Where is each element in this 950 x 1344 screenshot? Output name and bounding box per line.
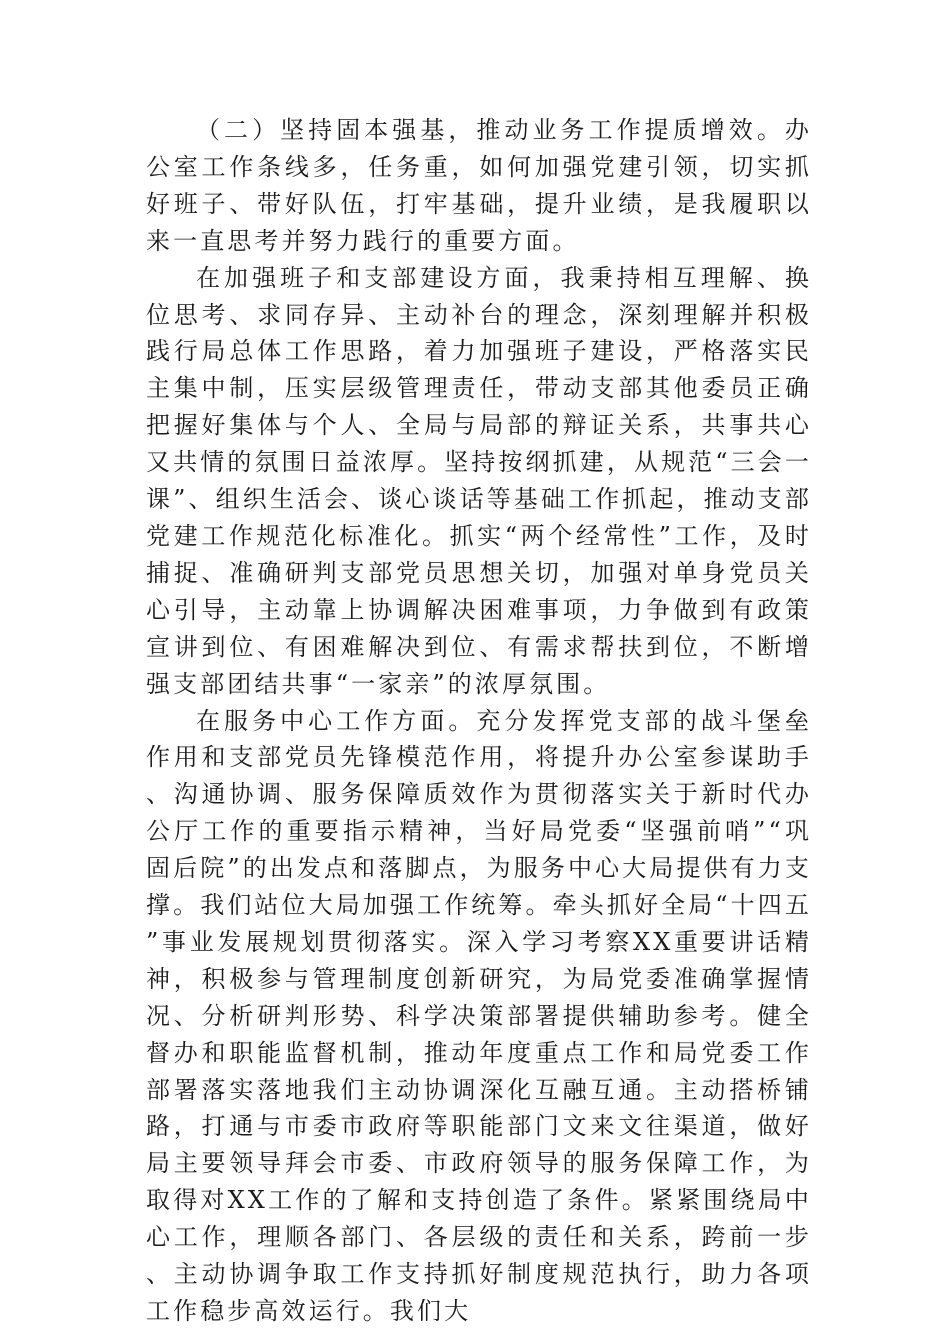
- document-body: [146, 112, 812, 1330]
- paragraph-team-building: 在加强班子和支部建设方面，我秉持相互理解、换位思考、求同存异、主动补台的理念，深刻理解并积极践行局总体工作思路，着力加强班子建设，严格落实民主集中制，压实层级管理责任，带动支部其他委员正确把握好集体与个人、全局与局部的辩证关系，共事共心又共情的氛围日益浓厚。坚持按纲抓建，从规范“三会一课”、组织生活会、谈心谈话等基础工作抓起，推动支部党建工作规范化标准化。抓实“两个经常性”工作，及时捕捉、准确研判支部党员思想关切，加强对单身党员关心引导，主动靠上协调解决困难事项，力争做到有政策宣讲到位、有困难解决到位、有需求帮扶到位，不断增强支部团结共事“一家亲”的浓厚氛围。: [146, 263, 812, 698]
- paragraph-section-two: （二）坚持固本强基，推动业务工作提质增效。办公室工作条线多，任务重，如何加强党建引领，切实抓好班子、带好队伍，打牢基础，提升业绩，是我履职以来一直思考并努力践行的重要方面。: [146, 116, 812, 255]
- paragraph-service-center: 在服务中心工作方面。充分发挥党支部的战斗堡垒作用和支部党员先锋模范作用，将提升办公室参谋助手、沟通协调、服务保障质效作为贯彻落实关于新时代办公厅工作的重要指示精神，当好局党委“坚强前哨”“巩固后院”的出发点和落脚点，为服务中心大局提供有力支撑。我们站位大局加强工作统筹。牵头抓好全局“十四五”事业发展规划贯彻落实。深入学习考察XX重要讲话精神，积极参与管理制度创新研究，为局党委准确掌握情况、分析研判形势、科学决策部署提供辅助参考。健全督办和职能监督机制，推动年度重点工作和局党委工作部署落实落地我们主动协调深化互融互通。主动搭桥铺路，打通与市委市政府等职能部门文来文往渠道，做好局主要领导拜会市委、市政府领导的服务保障工作，为取得对XX工作的了解和支持创造了条件。紧紧围绕局中心工作，理顺各部门、各层级的责任和关系，跨前一步、主动协调争取工作支持抓好制度规范执行，助力各项工作稳步高效运行。我们大: [146, 706, 812, 1325]
